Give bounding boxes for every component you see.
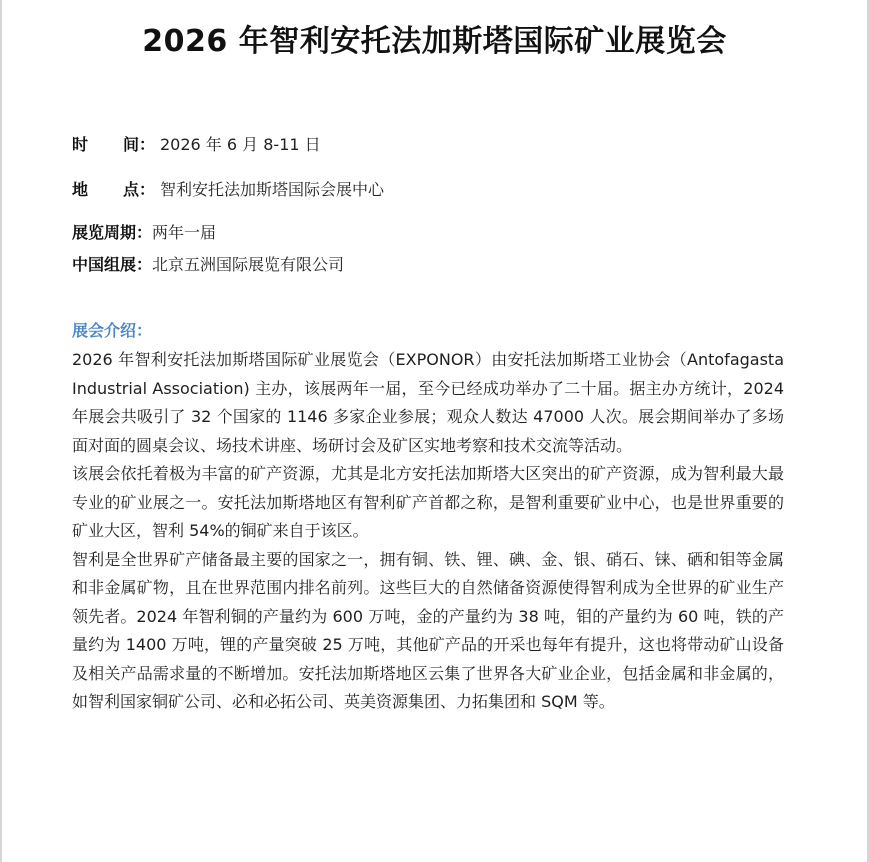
page-title: 2026 年智利安托法加斯塔国际矿业展览会 bbox=[142, 24, 727, 59]
info-row-cycle bbox=[72, 221, 216, 245]
intro-paragraph: 智利是全世界矿产储备最主要的国家之一，拥有铜、铁、锂、碘、金、银、硝石、铼、硒和钼等金属和非金属矿物，且在世界范围内排名前列。这些巨大的自然储备资源使得智利成为全世界的矿业生产领先者。2024 年智利铜的产量约为 600 万吨，金的产量约为 38 吨，钼的产量约为 60 吨，铁的产量约为 1400 万吨，锂的产量突破 25 万吨，其他矿产品的开采也每年有提升，这也将带动矿山设备及相关产品需求量的不断增加。安托法加斯塔地区云集了世界各大矿业企业，包括金属和非金属的，如智利国家铜矿公司、必和必拓公司、英美资源集团、力拓集团和 SQM 等。 bbox=[72, 549, 784, 711]
organizer-value: 北京五洲国际展览有限公司 bbox=[152, 255, 345, 274]
cycle-value: 两年一届 bbox=[152, 223, 217, 242]
info-row-organizer bbox=[72, 253, 344, 277]
intro-paragraph: 该展会依托着极为丰富的矿产资源，尤其是北方安托法加斯塔大区突出的矿产资源，成为智利最大最专业的矿业展之一。安托法加斯塔地区有智利矿产首都之称，是智利重要矿业中心，也是世界重要的矿业大区，智利 54%的铜矿来自于该区。 bbox=[72, 464, 784, 540]
time-value: 2026 年 6 月 8-11 日 bbox=[160, 135, 321, 154]
info-row-time bbox=[72, 133, 321, 157]
intro-paragraph: 2026 年智利安托法加斯塔国际矿业展览会（EXPONOR）由安托法加斯塔工业协会（Antofagasta Industrial Association) 主办，该展两年一届，至今已经成功举办了二十届。据主办方统计，2024 年展会共吸引了 32 个国家的 1146 多家企业参展；观众人数达 47000 人次。展会期间举办了多场面对面的圆桌会议、场技术讲座、场研讨会及矿区实地考察和技术交流等活动。 bbox=[72, 350, 784, 455]
info-row-place bbox=[72, 178, 384, 202]
organizer-label: 中国组展： bbox=[72, 255, 153, 274]
intro-text bbox=[72, 346, 784, 717]
page-edge-left bbox=[0, 0, 2, 862]
cycle-label: 展览周期： bbox=[72, 223, 153, 242]
intro-heading: 展会介绍： bbox=[72, 321, 153, 340]
place-value: 智利安托法加斯塔国际会展中心 bbox=[160, 180, 385, 199]
place-label: 地 点： bbox=[72, 180, 156, 199]
time-label: 时 间： bbox=[72, 135, 156, 154]
